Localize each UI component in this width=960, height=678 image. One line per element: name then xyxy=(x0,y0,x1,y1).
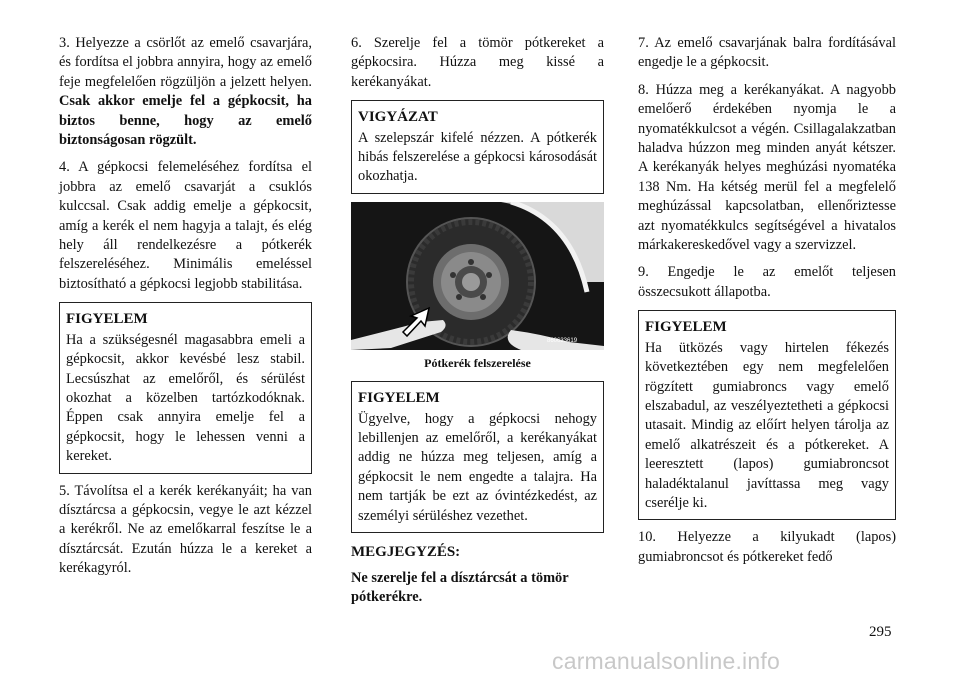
column-right xyxy=(638,34,896,575)
step-8-paragraph: 8. Húzza meg a kerékanyákat. A nagyobb emelőerő érdekében nyomja le a nyomatékkulcsot a végén. Csillagalakzatban haladva húzzon meg minden anyát kétszer. A kerékanyák helyes meghúzási nyomatéka 138 Nm. Ha kétség merül fel a megfelelő meghúzással kapcsolatban, ellenőriztesse azt nyomatékkulcs segítségével a hivatalos márkakereskedővel vagy a szervizzel. xyxy=(638,81,896,254)
step-3-text: 3. Helyezze a csörlőt az emelő csavarjára, és fordítsa el jobbra annyira, hogy az emelő feje megfelelően rögzüljön a jelzett helyen. xyxy=(59,35,312,90)
warning-box-storage xyxy=(638,310,896,520)
figure-caption: Pótkerék felszerelése xyxy=(424,355,531,370)
step-6-paragraph: 6. Szerelje fel a tömör pótkereket a gépkocsira. Húzza meg kissé a kerékanyákat. xyxy=(351,35,604,90)
warning-body: Ügyelve, hogy a gépkocsi nehogy lebillenjen az emelőről, a kerékanyákat addig ne húzza meg teljesen, amíg a gépkocsit le nem engedte a talajra. Ha nem tartják be ezt az óvintézkedést, az személyi sérüléshez vezethet. xyxy=(358,410,597,524)
column-middle xyxy=(351,34,604,607)
warning-title: FIGYELEM xyxy=(66,311,148,328)
step-3-paragraph xyxy=(59,34,312,150)
step-5-paragraph: 5. Távolítsa el a kerék kerékanyáit; ha van dísztárcsa a gépkocsin, vegye le azt kézzel a kerékről. Ne az emelőkarral feszítse le a dísztárcsát. Ezután húzza le a kereket a kerékagyról. xyxy=(59,482,312,577)
caution-title: VIGYÁZAT xyxy=(358,109,438,126)
warning-box-lug-nuts xyxy=(351,381,604,533)
spare-tire-installation-image xyxy=(351,202,604,350)
column-left xyxy=(59,34,312,587)
warning-title: FIGYELEM xyxy=(358,390,440,407)
note-title: MEGJEGYZÉS: xyxy=(351,544,461,561)
note-body: Ne szerelje fel a dísztárcsát a tömör pótkerékre. xyxy=(351,569,569,605)
spare-tire-illustration xyxy=(351,202,604,350)
warning-box-lift-height xyxy=(59,302,312,473)
caution-body: A szelepszár kifelé nézzen. A pótkerék hibás felszerelése a gépkocsi károsodását okozhatja. xyxy=(358,129,597,185)
warning-body: Ha ütközés vagy hirtelen fékezés következtében egy nem megfelelően rögzített gumiabroncs vagy emelő elszabadul, az veszélyeztetheti a gépkocsi utasait. Mindig az előírt helyen tárolja az emelő alkatrészeit és a pótkereket. A leeresztett (lapos) gumiabroncsot haladéktalanul javíttassa meg vagy cserélje ki. xyxy=(645,339,889,511)
step-9-paragraph: 9. Engedje le az emelőt teljesen összecsukott állapotba. xyxy=(638,264,896,300)
watermark: carmanualsonline.info xyxy=(552,648,780,674)
warning-body: Ha a szükségesnél magasabbra emeli a gépkocsit, akkor kevésbé lesz stabil. Lecsúszhat az emelőről, és sérülést okozhat a közelben tartózkodóknak. Éppen csak annyira emelje fel a gépkocsit, hogy le lehessen venni a kereket. xyxy=(66,331,305,465)
warning-title: FIGYELEM xyxy=(645,319,727,336)
page-number: 295 xyxy=(869,624,892,640)
step-10-paragraph: 10. Helyezze a kilyukadt (lapos) gumiabroncsot és pótkereket fedő xyxy=(638,529,896,565)
figure-code: 860633619 xyxy=(547,337,578,344)
step-3-bold-text: Csak akkor emelje fel a gépkocsit, ha biztos benne, hogy az emelő biztonságosan rögzült. xyxy=(59,93,312,149)
step-4-paragraph: 4. A gépkocsi felemeléséhez fordítsa el jobbra az emelő csavarját a csuklós kulccsal. Csak addig emelje a gépkocsit, amíg a kerék el nem hagyja a talajt, és elég hely áll rendelkezésre a pótkerék felszereléséhez. Minimális emeléssel biztosítható a gépkocsi legjobb stabilitása. xyxy=(59,159,312,292)
caution-box-valve-stem xyxy=(351,100,604,194)
step-7-paragraph: 7. Az emelő csavarjának balra fordításával engedje le a gépkocsit. xyxy=(638,35,896,71)
